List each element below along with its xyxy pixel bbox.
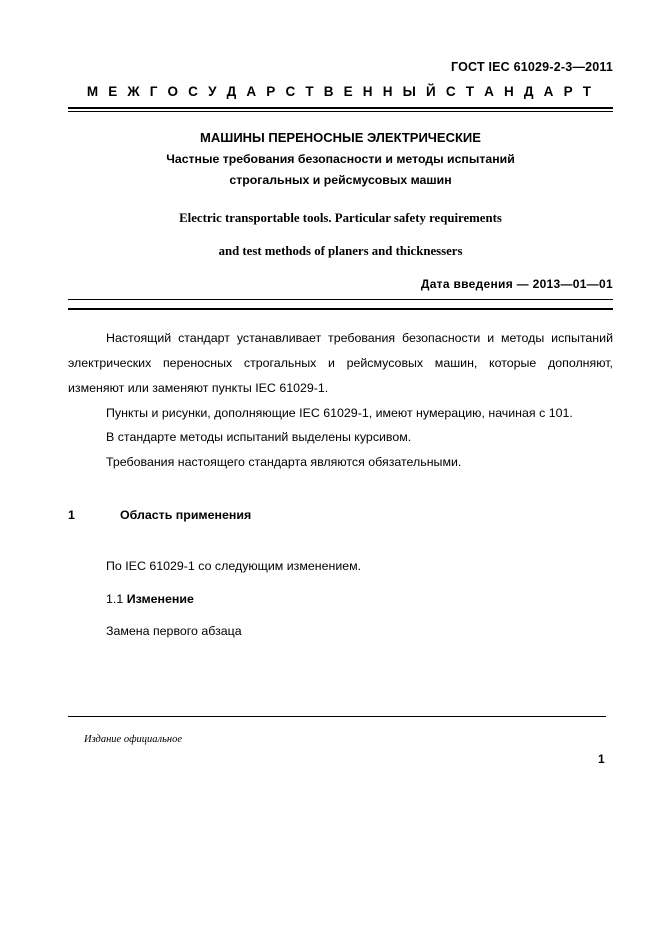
subsection-text: Замена первого абзаца <box>106 624 242 639</box>
title-en-line-2: and test methods of planers and thicknessers <box>218 243 463 258</box>
title-ru-line-3: строгальных и рейсмусовых машин <box>229 173 452 188</box>
footer-note: Издание официальное <box>84 734 183 745</box>
subsection-title: Изменение <box>126 591 194 606</box>
footer-rule <box>68 716 606 717</box>
section-number: 1 <box>68 508 75 523</box>
effective-date: Дата введения — 2013—01—01 <box>420 277 613 292</box>
paragraph-2: Пункты и рисунки, дополняющие IEC 61029-1, имеют нумерацию, начиная с 101. <box>106 405 573 420</box>
title-ru-line-2: Частные требования безопасности и методы испытаний <box>166 152 515 167</box>
paragraph-4: Требования настоящего стандарта являются обязательными. <box>106 455 462 470</box>
title-block <box>68 112 613 291</box>
page-content <box>68 60 613 644</box>
section-intro: По IEC 61029-1 со следующим изменением. <box>106 558 362 573</box>
page-number: 1 <box>598 752 605 766</box>
subsection-number: 1.1 <box>106 591 124 606</box>
paragraph-1: Настоящий стандарт устанавливает требования безопасности и методы испытаний электрических переносных строгальных и рейсмусовых машин, которые дополняют, изменяют или заменяют пункты IEC 61029-1. <box>68 331 613 395</box>
title-en-line-1: Electric transportable tools. Particular safety requirements <box>179 211 502 226</box>
standard-heading: М Е Ж Г О С У Д А Р С Т В Е Н Н Ы Й С Т А Н Д А Р Т <box>86 84 595 99</box>
section-title: Область применения <box>120 508 252 523</box>
section-heading <box>68 503 613 528</box>
subsection-heading <box>68 587 613 612</box>
standard-code: ГОСТ IEC 61029-2-3—2011 <box>451 60 613 74</box>
title-ru-line-1: МАШИНЫ ПЕРЕНОСНЫЕ ЭЛЕКТРИЧЕСКИЕ <box>200 130 481 145</box>
body-text <box>68 310 613 644</box>
paragraph-3: В стандарте методы испытаний выделены курсивом. <box>106 430 412 445</box>
